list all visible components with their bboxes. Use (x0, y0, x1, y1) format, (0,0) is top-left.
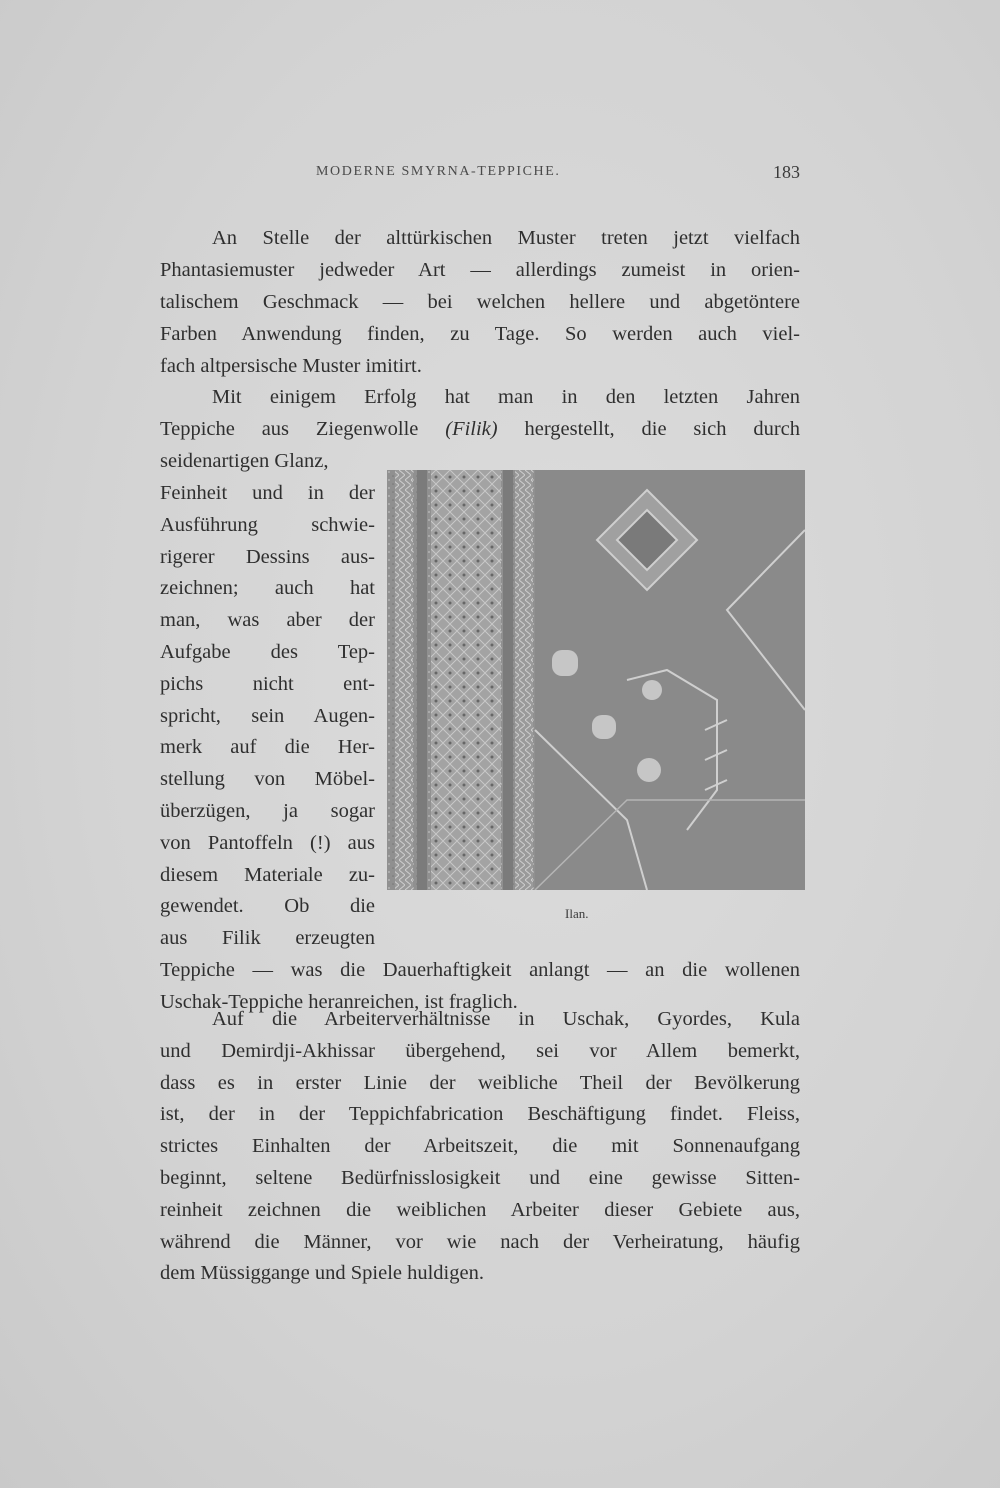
text-line: beginnt, seltene Bedürfnisslosigkeit und eine gewisse Sitten- (160, 1167, 800, 1189)
text-line: merk auf die Her- (160, 736, 375, 758)
text-line: während die Männer, vor wie nach der Verheiratung, häufig (160, 1231, 800, 1253)
text-line: gewendet. Ob die (160, 895, 375, 917)
carpet-illustration (387, 470, 805, 890)
text-line: Uschak-Teppiche heranreichen, ist fraglich. (160, 991, 518, 1013)
text-line: man, was aber der (160, 609, 375, 631)
text-line: rigerer Dessins aus- (160, 546, 375, 568)
text-line: Aufgabe des Tep- (160, 641, 375, 663)
text-run: Teppiche aus Ziegenwolle (160, 418, 446, 440)
text-line: dem Müssiggange und Spiele huldigen. (160, 1262, 484, 1284)
text-line: überzügen, ja sogar (160, 800, 375, 822)
running-head: MODERNE SMYRNA-TEPPICHE. (316, 164, 561, 179)
text-run: hergestellt, die sich durch (497, 418, 800, 440)
text-line: zeichnen; auch hat (160, 577, 375, 599)
text-line: ist, der in der Teppichfabrication Beschäftigung findet. Fleiss, (160, 1103, 800, 1125)
text-line: dass es in erster Linie der weibliche Theil der Bevölkerung (160, 1072, 800, 1094)
text-line: strictes Einhalten der Arbeitszeit, die mit Sonnenaufgang (160, 1135, 800, 1157)
text-line: Mit einigem Erfolg hat man in den letzten Jahren (212, 386, 800, 408)
text-line: spricht, sein Augen- (160, 705, 375, 727)
text-line: Auf die Arbeiterverhältnisse in Uschak, Gyordes, Kula (212, 1008, 800, 1030)
text-line: Teppiche — was die Dauerhaftigkeit anlangt — an die wollenen (160, 959, 800, 981)
text-line: Ausführung schwie- (160, 514, 375, 536)
text-line: talischem Geschmack — bei welchen hellere und abgetöntere (160, 291, 800, 313)
text-line: seidenartigen Glanz, (160, 450, 329, 472)
page-header (160, 162, 800, 186)
text-line: aus Filik erzeugten (160, 927, 375, 949)
text-line: pichs nicht ent- (160, 673, 375, 695)
text-line: fach altpersische Muster imitirt. (160, 355, 422, 377)
page-number: 183 (773, 162, 800, 182)
text-line (160, 413, 800, 445)
text-line: stellung von Möbel- (160, 768, 375, 790)
text-line: Feinheit und in der (160, 482, 375, 504)
text-line: diesem Materiale zu- (160, 864, 375, 886)
text-line: von Pantoffeln (!) aus (160, 832, 375, 854)
text-line: reinheit zeichnen die weiblichen Arbeiter dieser Gebiete aus, (160, 1199, 800, 1221)
text-line: An Stelle der alttürkischen Muster treten jetzt vielfach (212, 227, 800, 249)
text-line: Phantasiemuster jedweder Art — allerdings zumeist in orien- (160, 259, 800, 281)
figure-caption: Ilan. (565, 906, 589, 921)
emphasized-term: (Filik) (445, 418, 498, 440)
text-line: und Demirdji-Akhissar übergehend, sei vor Allem bemerkt, (160, 1040, 800, 1062)
text-line: Farben Anwendung finden, zu Tage. So werden auch viel- (160, 323, 800, 345)
carpet-pattern-graphic (387, 470, 805, 890)
